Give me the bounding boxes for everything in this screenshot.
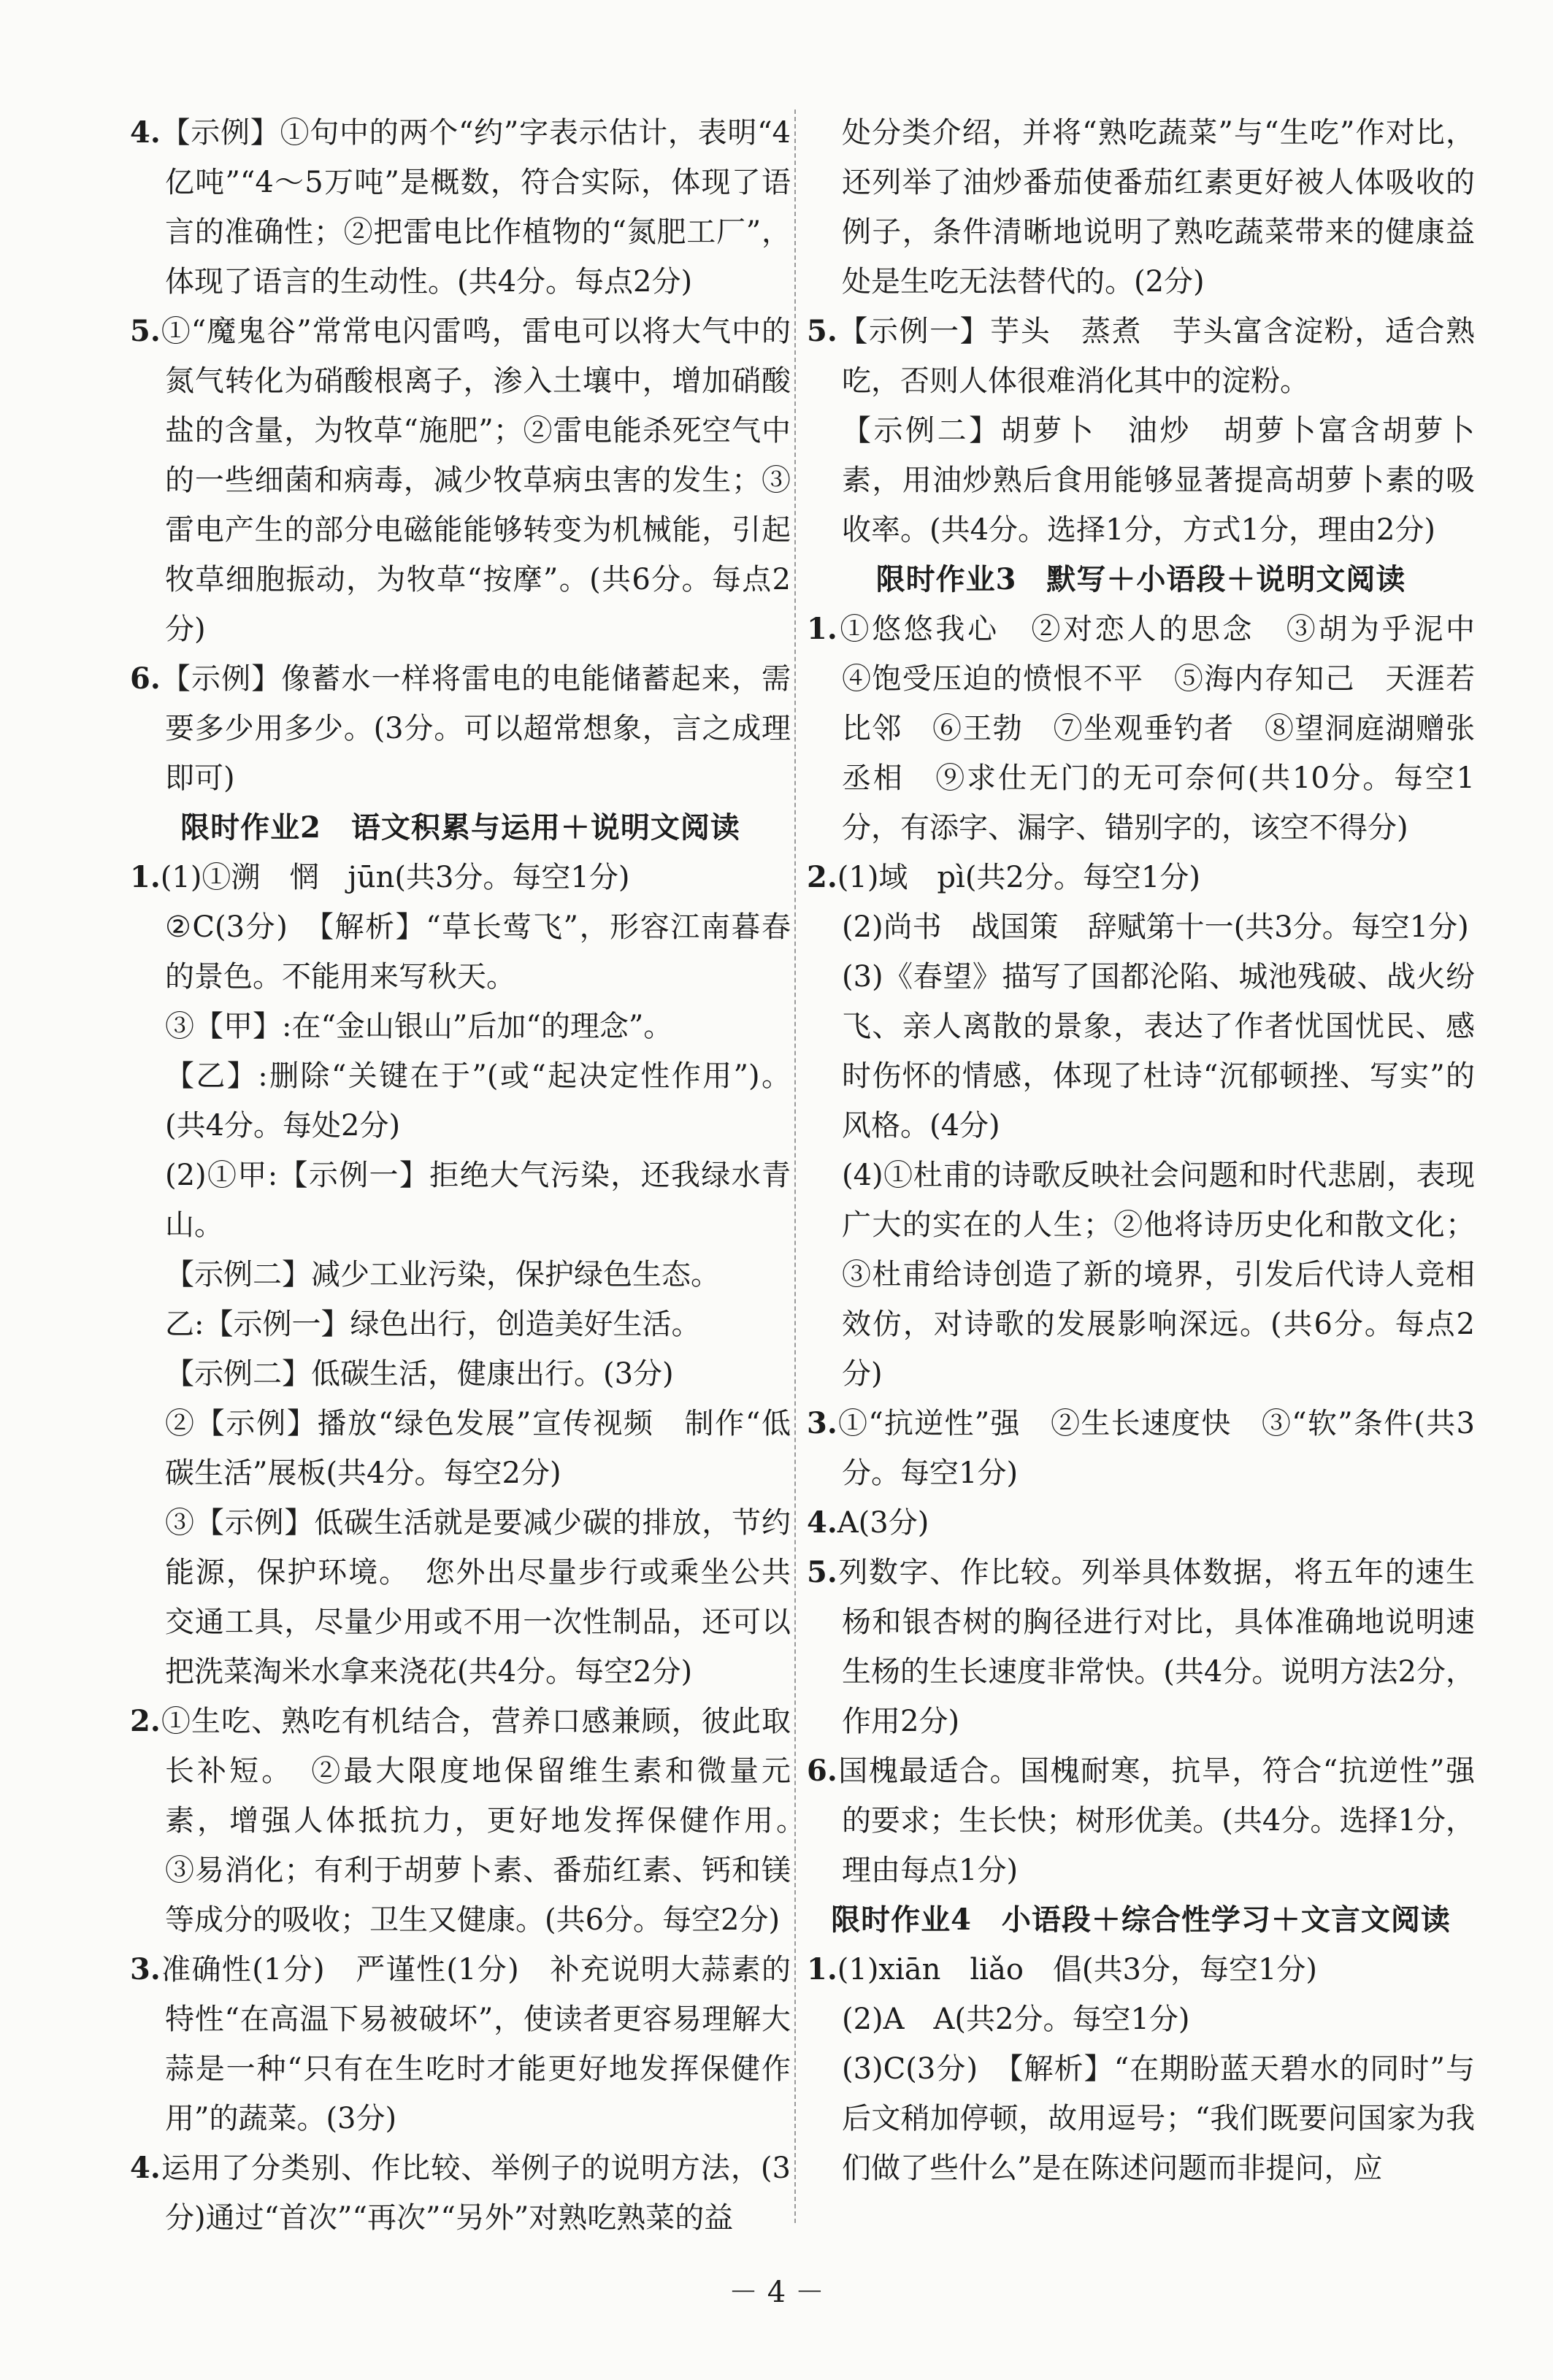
question-number: 4. — [807, 1505, 837, 1540]
question-number: 5. — [807, 314, 837, 348]
answer-item — [130, 2143, 791, 2243]
question-number: 5. — [130, 314, 161, 348]
page-number: － 4 － — [729, 2276, 824, 2309]
answer-text: 准确性(1分) 严谨性(1分) 补充说明大蒜素的特性“在高温下易被破坏”，使读者更容易理解大蒜是一种“只有在生吃时才能更好地发挥保健作用”的蔬菜。(3分) — [160, 1953, 791, 2135]
answer-text: 【示例】像蓄水一样将雷电的电能储蓄起来，需要多少用多少。(3分。可以超常想象，言之成理即可) — [160, 662, 791, 795]
answer-text: ①生吃、熟吃有机结合，营养口感兼顾，彼此取长补短。 ②最大限度地保留维生素和微量元素，增强人体抵抗力，更好地发挥保健作用。 ③易消化；有利于胡萝卜素、番茄红素、钙和镁等成分的吸收；卫生又健康。(共6分。每空2分) — [160, 1705, 820, 1937]
answer-text: 列数字、作比较。列举具体数据，将五年的速生杨和银杏树的胸径进行对比，具体准确地说明速生杨的生长速度非常快。(共4分。说明方法2分，作用2分) — [837, 1556, 1475, 1738]
question-number: 3. — [807, 1406, 837, 1440]
question-number: 5. — [807, 1555, 837, 1589]
answer-item — [807, 307, 1475, 406]
answer-item — [130, 853, 791, 902]
answer-text: (1)①溯 惘 jūn(共3分。每空1分) — [160, 861, 630, 894]
question-number: 1. — [807, 1952, 837, 1986]
question-number: 3. — [130, 1952, 161, 1986]
answer-text: 【示例一】芋头 蒸煮 芋头富含淀粉，适合熟吃，否则人体很难消化其中的淀粉。 — [837, 315, 1475, 398]
answer-item — [807, 1498, 1475, 1548]
question-number: 4. — [130, 115, 161, 150]
answer-item — [807, 1548, 1475, 1746]
left-column — [130, 108, 820, 2243]
answer-item — [807, 1945, 1475, 1995]
answer-text: ①悠悠我心 ②对恋人的思念 ③胡为乎泥中 ④饱受压迫的愤恨不平 ⑤海内存知己 天涯若比邻 ⑥王勃 ⑦坐观垂钓者 ⑧望洞庭湖赠张丞相 ⑨求仕无门的无可奈何(共10分。每空1分，有添字、漏字、错别字的，该空不得分) — [837, 613, 1504, 845]
question-number: 2. — [130, 1704, 161, 1738]
answer-paragraph: (3)《春望》描写了国都沦陷、城池残破、战火纷飞、亲人离散的景象，表达了作者忧国忧民、感时伤怀的情感，体现了杜诗“沉郁顿挫、写实”的风格。(4分) — [842, 960, 1475, 1143]
question-number: 6. — [807, 1754, 837, 1788]
answer-text: (1)域 pì(共2分。每空1分) — [837, 861, 1200, 894]
answer-item — [130, 1697, 820, 1945]
answer-paragraph: 【示例二】低碳生活，健康出行。(3分) — [165, 1357, 674, 1391]
answer-paragraph: (2)尚书 战国策 辞赋第十一(共3分。每空1分) — [842, 910, 1469, 944]
answer-paragraph: 【乙】:删除“关键在于”(或“起决定性作用”)。(共4分。每处2分) — [165, 1059, 791, 1143]
question-number: 1. — [130, 860, 161, 894]
answer-item — [130, 108, 791, 307]
answer-text: ①“抗逆性”强 ②生长速度快 ③“软”条件(共3分。每空1分) — [837, 1407, 1475, 1490]
answer-paragraph: ②【示例】播放“绿色发展”宣传视频 制作“低碳生活”展板(共4分。每空2分) — [165, 1407, 791, 1490]
answer-item — [807, 604, 1504, 853]
answer-text: A(3分) — [837, 1506, 929, 1540]
answer-text: 国槐最适合。国槐耐寒，抗旱，符合“抗逆性”强的要求；生长快；树形优美。(共4分。选择1分，理由每点1分) — [837, 1754, 1475, 1887]
answer-text: 运用了分类别、作比较、举例子的说明方法，(3分)通过“首次”“再次”“另外”对熟吃熟菜的益 — [160, 2151, 791, 2235]
answer-text: (1)xiān liǎo 倡(共3分，每空1分) — [837, 1953, 1318, 1986]
answer-paragraph: ③【示例】低碳生活就是要减少碳的排放，节约能源，保护环境。 您外出尽量步行或乘坐公共交通工具，尽量少用或不用一次性制品，还可以把洗菜淘米水拿来浇花(共4分。每空2分) — [165, 1506, 791, 1689]
answer-paragraph: 处分类介绍，并将“熟吃蔬菜”与“生吃”作对比，还列举了油炒番茄使番茄红素更好被人体吸收的例子，条件清晰地说明了熟吃蔬菜带来的健康益处是生吃无法替代的。(2分) — [842, 116, 1475, 299]
answer-item — [807, 853, 1475, 902]
answer-paragraph: 【示例二】减少工业污染，保护绿色生态。 — [165, 1258, 720, 1291]
section-heading: 限时作业4 小语段＋综合性学习＋文言文阅读 — [831, 1903, 1451, 1937]
answer-text: ①“魔鬼谷”常常电闪雷鸣，雷电可以将大气中的氮气转化为硝酸根离子，渗入土壤中，增加硝酸盐的含量，为牧草“施肥”；②雷电能杀死空气中的一些细菌和病毒，减少牧草病虫害的发生；③雷电产生的部分电磁能能够转变为机械能，引起牧草细胞振动，为牧草“按摩”。(共6分。每点2分) — [160, 315, 791, 646]
answer-text: 【示例】①句中的两个“约”字表示估计，表明“4亿吨”“4～5万吨”是概数，符合实际，体现了语言的准确性；②把雷电比作植物的“氮肥工厂”，体现了语言的生动性。(共4分。每点2分) — [160, 116, 791, 299]
section-heading: 限时作业3 默写＋小语段＋说明文阅读 — [875, 562, 1406, 596]
answer-paragraph: (4)①杜甫的诗歌反映社会问题和时代悲剧，表现广大的实在的人生；②他将诗历史化和散文化；③杜甫给诗创造了新的境界，引发后代诗人竞相效仿，对诗歌的发展影响深远。(共6分。每点2分) — [842, 1159, 1475, 1391]
question-number: 1. — [807, 612, 837, 646]
answer-paragraph: 乙:【示例一】绿色出行，创造美好生活。 — [165, 1308, 701, 1341]
answer-item — [807, 1746, 1475, 1895]
question-number: 4. — [130, 2151, 161, 2185]
answer-paragraph: ②C(3分) 【解析】“草长莺飞”，形容江南暮春的景色。不能用来写秋天。 — [165, 910, 791, 994]
answer-paragraph: 【示例二】胡萝卜 油炒 胡萝卜富含胡萝卜素，用油炒熟后食用能够显著提高胡萝卜素的吸收率。(共4分。选择1分，方式1分，理由2分) — [842, 414, 1475, 547]
question-number: 6. — [130, 661, 161, 696]
answer-paragraph: (3)C(3分) 【解析】“在期盼蓝天碧水的同时”与后文稍加停顿，故用逗号；“我们既要问国家为我们做了些什么”是在陈述问题而非提问，应 — [842, 2052, 1475, 2185]
answer-paragraph: (2)A A(共2分。每空1分) — [842, 2003, 1190, 2036]
answer-paragraph: ③【甲】:在“金山银山”后加“的理念”。 — [165, 1010, 673, 1043]
section-heading: 限时作业2 语文积累与运用＋说明文阅读 — [180, 810, 740, 845]
answer-item — [130, 307, 791, 654]
question-number: 2. — [807, 860, 837, 894]
answer-paragraph: (2)①甲:【示例一】拒绝大气污染，还我绿水青山。 — [165, 1159, 791, 1242]
answer-item — [807, 1399, 1475, 1498]
right-column — [807, 108, 1504, 2193]
column-divider — [794, 110, 796, 2223]
answer-item — [130, 654, 791, 803]
answer-item — [130, 1945, 791, 2143]
